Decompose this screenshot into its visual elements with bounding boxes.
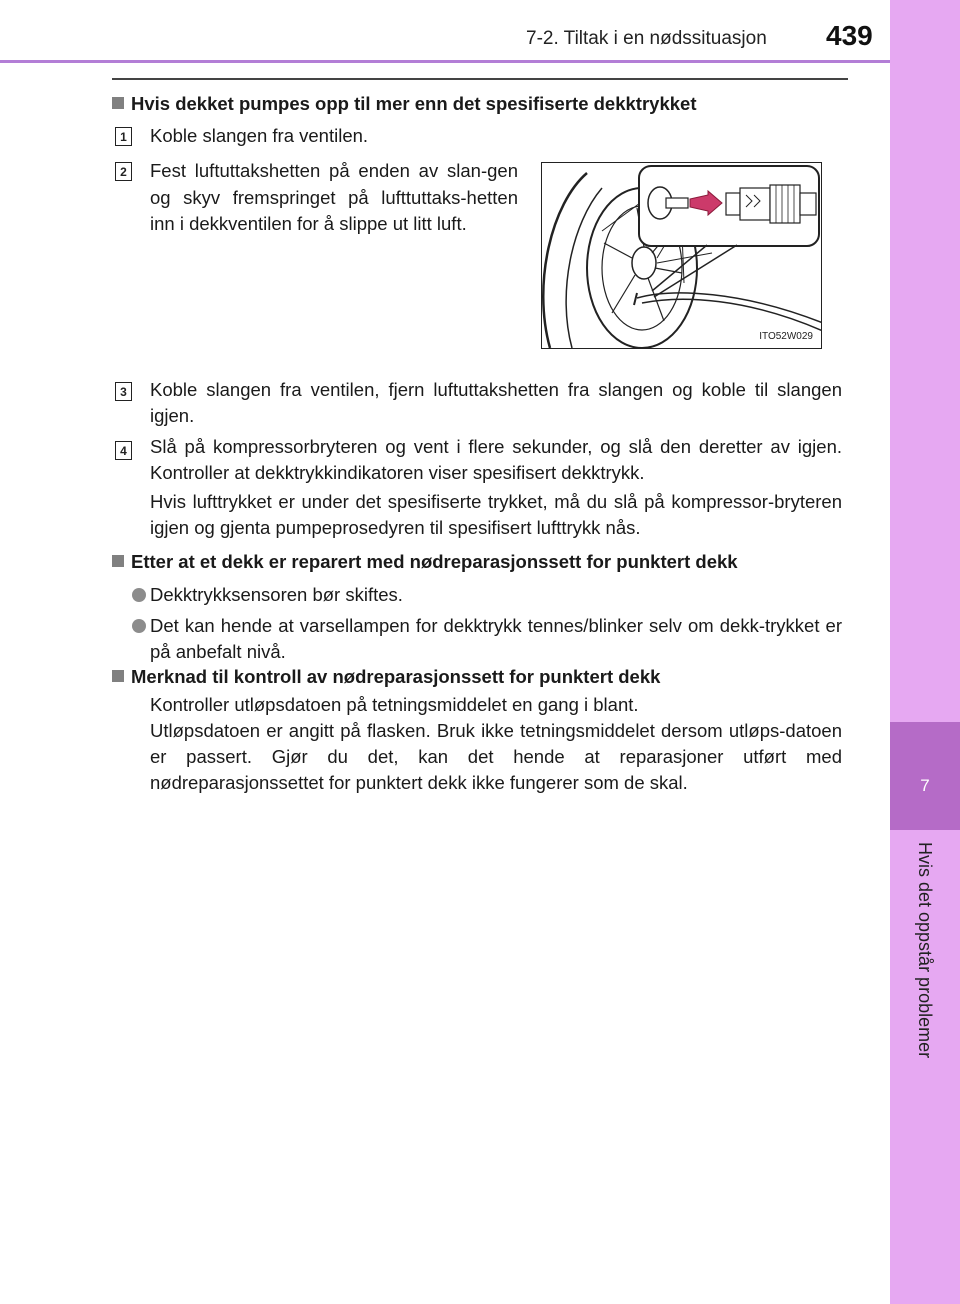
section-heading: [112, 666, 660, 688]
heading-square-icon: [112, 555, 124, 567]
bullet-dot-icon: [132, 619, 146, 633]
step-number-box: 4: [115, 441, 132, 460]
figure-code: ITO52W029: [759, 331, 813, 342]
step-text: Koble slangen fra ventilen, fjern luftuttakshetten fra slangen og koble til slangen igjen.: [150, 379, 842, 426]
header-rule: [0, 60, 890, 63]
header-section-title: 7-2. Tiltak i en nødssituasjon: [526, 28, 767, 49]
tire-illustration-icon: [542, 163, 822, 349]
step-text: Koble slangen fra ventilen.: [150, 125, 369, 146]
step-note: Hvis lufttrykket er under det spesifiserte trykket, må du slå på kompressor-bryteren igjen og gjenta pumpeprosedyren til spesifisert lufttrykk nås.: [150, 491, 842, 538]
chapter-number: 7: [920, 776, 930, 795]
section-heading-text: Hvis dekket pumpes opp til mer enn det spesifiserte dekktrykket: [131, 93, 697, 114]
bullet-text: Dekktrykksensoren bør skiftes.: [150, 584, 403, 605]
heading-square-icon: [112, 670, 124, 682]
bullet-text: Det kan hende at varsellampen for dekktrykk tennes/blinker selv om dekk-trykket er på anbefalt nivå.: [150, 615, 842, 662]
section-heading: [112, 93, 696, 115]
content-rule: [112, 78, 848, 80]
chapter-title: Hvis det oppstår problemer: [915, 842, 935, 1059]
section-heading-text: Merknad til kontroll av nødreparasjonssett for punktert dekk: [131, 666, 661, 687]
chapter-number-box: [890, 722, 960, 830]
step-number-box: 2: [115, 162, 132, 181]
step-text: Slå på kompressorbryteren og vent i flere sekunder, og slå den deretter av igjen. Kontroller at dekktrykkindikatoren viser spesifisert dekktrykk.: [150, 436, 842, 483]
page-number: 439: [826, 20, 873, 51]
bullet-dot-icon: [132, 588, 146, 602]
step-number-box: 3: [115, 382, 132, 401]
heading-square-icon: [112, 97, 124, 109]
step-text: Fest luftuttakshetten på enden av slan-gen og skyv fremspringet på lufttuttaks-hetten inn i dekkventilen for å slippe ut litt luft.: [150, 160, 518, 234]
section-heading: [112, 551, 738, 573]
tire-valve-illustration: [541, 162, 822, 349]
step-number-box: 1: [115, 127, 132, 146]
paragraph: Kontroller utløpsdatoen på tetningsmiddelet en gang i blant.: [150, 694, 639, 715]
paragraph: Utløpsdatoen er angitt på flasken. Bruk ikke tetningsmiddelet dersom utløps-datoen er passert. Gjør du det, kan det hende at reparasjoner utført med nødreparasjonssettet for punktert dekk ikke fungerer som de skal.: [150, 720, 842, 793]
section-heading-text: Etter at et dekk er reparert med nødreparasjonssett for punktert dekk: [131, 551, 738, 572]
